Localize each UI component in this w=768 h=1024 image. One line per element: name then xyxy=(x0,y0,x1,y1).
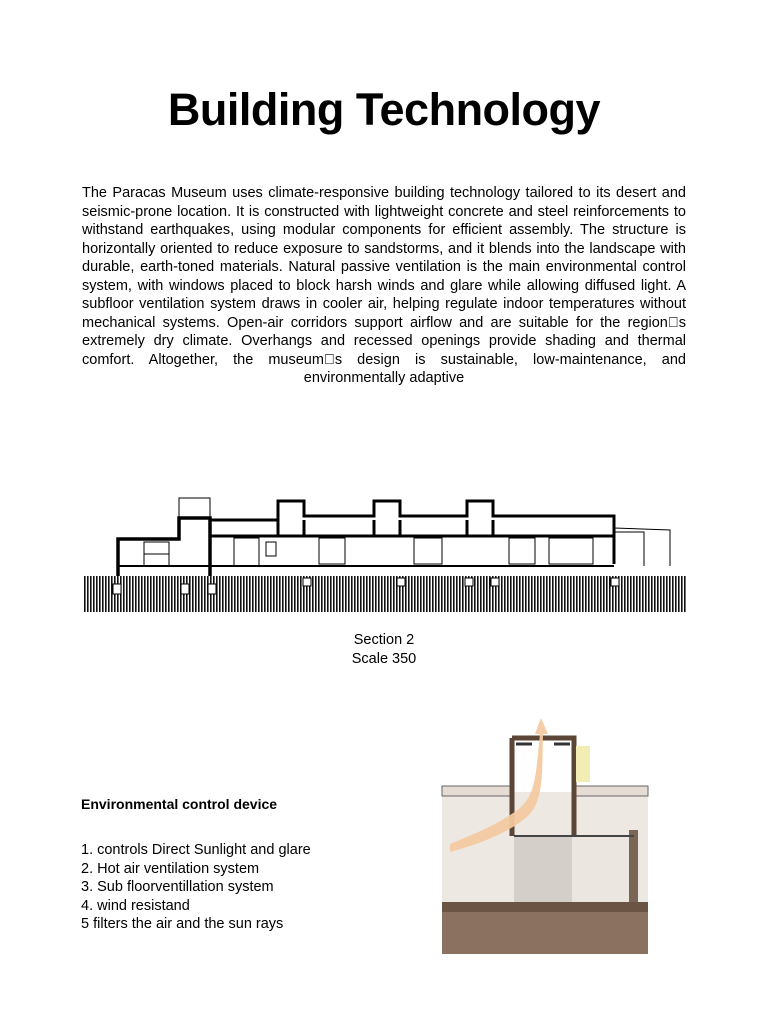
intro-text: The Paracas Museum uses climate-responsive building technology tailored to its desert and seismic-prone location. It is constructed with lightweight concrete and steel reinforcements to withstand earthquakes, using modular components for efficient assembly. The structure is horizontally oriented to reduce exposure to sandstorms, and it blends into the landscape with durable, earth-toned materials. Natural passive ventilation is the main environmental control system, with windows placed to block harsh winds and glare while allowing diffused light. A subfloor ventilation system draws in cooler air, helping regulate indoor temperatures without mechanical systems. Open-air corridors support airflow and are suitable for the region s extremely dry climate. Overhangs and recessed openings provide shading and thermal comfort. Altogether, the museum s design is sustainable, low-maintenance, and environmentally adaptive xyxy=(82,185,686,386)
list-item: 1. controls Direct Sunlight and glare xyxy=(81,842,311,858)
roof-slab-right xyxy=(574,786,648,796)
interior-room-right xyxy=(572,836,634,904)
section-caption xyxy=(0,631,768,669)
section-drawing xyxy=(84,492,686,614)
roof-slab-left xyxy=(442,786,512,796)
section-caption-title: Section 2 xyxy=(353,632,415,648)
floor-slab xyxy=(442,902,648,912)
ground xyxy=(442,912,648,954)
page-title: Building Technology xyxy=(167,84,601,135)
ground-hatch xyxy=(84,576,686,612)
interior-room xyxy=(514,836,572,904)
device-list xyxy=(81,841,311,934)
section-caption-scale: Scale 350 xyxy=(351,651,417,667)
building-section xyxy=(118,498,670,576)
list-item: 2. Hot air ventilation system xyxy=(81,860,260,877)
list-item: 4. wind resistand xyxy=(81,897,190,914)
device-heading: Environmental control device xyxy=(81,796,278,812)
intro-paragraph xyxy=(82,184,686,388)
list-item: 3. Sub floorventillation system xyxy=(81,879,274,896)
list-item: 5 filters the air and the sun rays xyxy=(81,916,284,933)
sun-filter xyxy=(576,746,590,782)
column xyxy=(629,830,638,904)
device-drawing xyxy=(440,712,650,954)
